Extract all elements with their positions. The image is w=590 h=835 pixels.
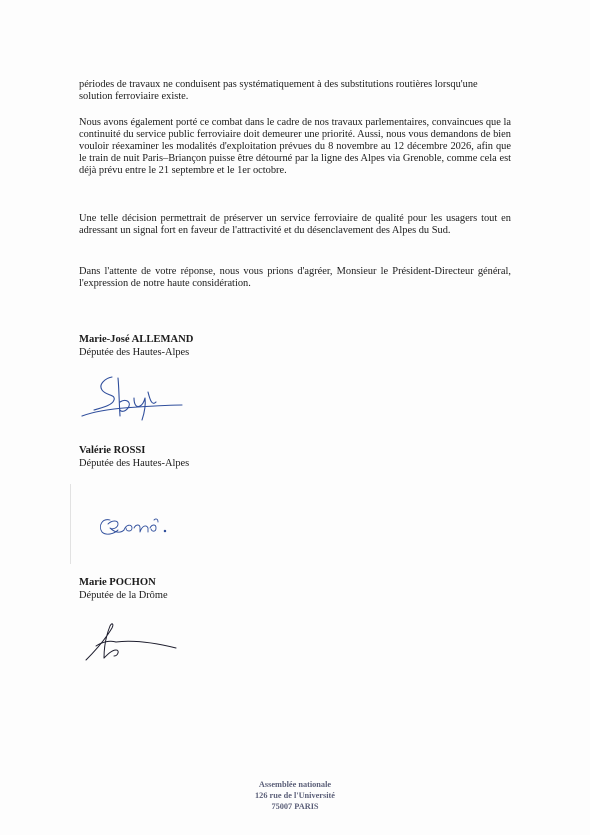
signer-2-title: Députée des Hautes-Alpes	[79, 458, 190, 469]
paragraph-continuation: périodes de travaux ne conduisent pas systématiquement à des substitutions routières lorsqu'une solution ferroviaire existe.	[79, 79, 478, 102]
signer-3-title: Députée de la Drôme	[79, 590, 168, 601]
footer-institution: Assemblée nationale	[258, 780, 332, 789]
signer-2-name: Valérie ROSSI	[79, 445, 146, 456]
signature-2-image	[96, 510, 176, 542]
signature-1-image	[78, 372, 188, 424]
signer-1-title: Députée des Hautes-Alpes	[79, 347, 190, 358]
signer-1-name: Marie-José ALLEMAND	[79, 334, 194, 345]
signature-3-image	[82, 620, 182, 668]
paragraph-parliamentary-work: Nous avons également porté ce combat dans le cadre de nos travaux parlementaires, convaincues que la continuité du service public ferroviaire doit demeurer une priorité. Aussi, nous vous demandons de bien vouloir réexaminer les modalités d'exploitation prévues du 8 novembre au 12 décembre 2026, afin que le train de nuit Paris–Briançon puisse être détourné par la ligne des Alpes via Grenoble, comme cela est déjà prévu entre le 21 septembre et le 1er octobre.	[79, 117, 511, 176]
footer-city: 75007 PARIS	[271, 802, 319, 811]
margin-line	[70, 484, 71, 564]
signer-3-name: Marie POCHON	[79, 577, 156, 588]
paragraph-closing: Dans l'attente de votre réponse, nous vous prions d'agréer, Monsieur le Président-Directeur général, l'expression de notre haute considération.	[79, 266, 511, 289]
paragraph-decision: Une telle décision permettrait de préserver un service ferroviaire de qualité pour les usagers tout en adressant un signal fort en faveur de l'attractivité et du désenclavement des Alpes du Sud.	[79, 213, 511, 236]
footer-street: 126 rue de l'Université	[255, 791, 335, 800]
